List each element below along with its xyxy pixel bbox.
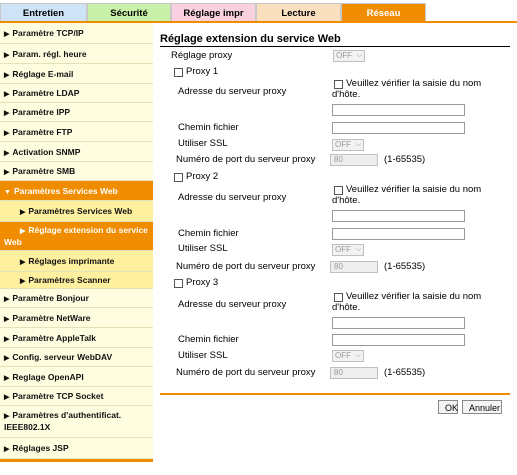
- arrow-right-icon: ▶: [4, 52, 10, 59]
- arrow-right-icon: ▶: [20, 228, 26, 235]
- sidebar-bottom-bar: [0, 459, 153, 462]
- proxy1-port-input[interactable]: 80: [330, 154, 378, 166]
- tab-reglage-impr[interactable]: Réglage impr: [171, 3, 256, 22]
- proxy3-port-range: (1-65535): [384, 367, 426, 378]
- proxy2-checkbox[interactable]: [174, 173, 183, 182]
- sidebar-subitem-reglage-extension[interactable]: ▶ Réglage extension du service Web: [0, 222, 153, 251]
- arrow-right-icon: ▶: [4, 316, 10, 323]
- proxy2-verify-text: Veuillez vérifier la saisie du nom d'hôte.: [332, 184, 482, 206]
- arrow-right-icon: ▶: [4, 355, 10, 362]
- chevron-down-icon: ⌵: [355, 352, 361, 359]
- arrow-down-icon: ▼: [4, 189, 11, 196]
- sidebar-item-webdav[interactable]: ▶ Config. serveur WebDAV: [0, 348, 153, 367]
- form-bottom-divider: [160, 393, 510, 395]
- proxy1-port-label: Numéro de port du serveur proxy: [176, 154, 316, 165]
- proxy3-port-input[interactable]: 80: [330, 367, 378, 379]
- cancel-button[interactable]: Annuler: [462, 400, 502, 414]
- proxy2-ssl-label: Utiliser SSL: [178, 243, 228, 254]
- proxy3-verify-text: Veuillez vérifier la saisie du nom d'hôte.: [332, 291, 482, 313]
- tab-entretien[interactable]: Entretien: [0, 3, 87, 22]
- proxy-setting-select[interactable]: OFF ⌵: [333, 50, 365, 62]
- chevron-down-icon: ⌵: [355, 246, 361, 253]
- proxy2-label: Proxy 2: [186, 171, 219, 182]
- proxy3-port-label: Numéro de port du serveur proxy: [176, 367, 316, 378]
- proxy1-checkbox[interactable]: [174, 68, 183, 77]
- proxy3-ssl-select[interactable]: OFF ⌵: [332, 350, 364, 362]
- main-panel: [160, 23, 517, 475]
- proxy1-path-input[interactable]: [332, 122, 465, 134]
- sidebar-subitem-services-web[interactable]: ▶ Paramètres Services Web: [0, 201, 153, 222]
- proxy1-port-range: (1-65535): [384, 154, 426, 165]
- proxy2-port-label: Numéro de port du serveur proxy: [176, 261, 316, 272]
- arrow-right-icon: ▶: [4, 446, 10, 453]
- title-divider: [160, 46, 510, 47]
- proxy2-server-input[interactable]: [332, 210, 465, 222]
- sidebar-item-smb[interactable]: ▶ Paramètre SMB: [0, 162, 153, 181]
- proxy1-ssl-select[interactable]: OFF ⌵: [332, 139, 364, 151]
- proxy3-label: Proxy 3: [186, 277, 219, 288]
- chevron-down-icon: ⌵: [356, 52, 362, 59]
- arrow-right-icon: ▶: [4, 110, 10, 117]
- proxy1-ssl-label: Utiliser SSL: [178, 138, 228, 149]
- arrow-right-icon: ▶: [4, 296, 10, 303]
- sidebar-item-jsp[interactable]: ▶ Réglages JSP: [0, 438, 153, 459]
- proxy1-server-input[interactable]: [332, 104, 465, 116]
- proxy3-path-input[interactable]: [332, 334, 465, 346]
- tab-reseau[interactable]: Réseau: [341, 3, 426, 22]
- proxy3-server-label: Adresse du serveur proxy: [178, 299, 287, 310]
- page-title: Réglage extension du service Web: [160, 33, 341, 45]
- chevron-down-icon: ⌵: [355, 141, 361, 148]
- tab-bar: [0, 0, 517, 22]
- sidebar-item-ieee8021x[interactable]: ▶ Paramètres d'authentificat. IEEE802.1X: [0, 406, 153, 438]
- arrow-right-icon: ▶: [4, 336, 10, 343]
- proxy1-verify-text: Veuillez vérifier la saisie du nom d'hôte.: [332, 78, 482, 100]
- proxy2-port-input[interactable]: 80: [330, 261, 378, 273]
- proxy3-checkbox[interactable]: [174, 279, 183, 288]
- tab-securite[interactable]: Sécurité: [87, 3, 171, 22]
- arrow-right-icon: ▶: [4, 413, 10, 420]
- arrow-right-icon: ▶: [4, 72, 10, 79]
- ok-button[interactable]: OK: [438, 400, 458, 414]
- proxy1-label: Proxy 1: [186, 66, 219, 77]
- arrow-right-icon: ▶: [20, 259, 26, 266]
- sidebar-item-appletalk[interactable]: ▶ Paramètre AppleTalk: [0, 328, 153, 348]
- proxy1-path-label: Chemin fichier: [178, 122, 239, 133]
- sidebar-item-ipp[interactable]: ▶ Paramètre IPP: [0, 103, 153, 122]
- sidebar-item-bonjour[interactable]: ▶ Paramètre Bonjour: [0, 289, 153, 308]
- arrow-right-icon: ▶: [20, 278, 26, 285]
- arrow-right-icon: ▶: [4, 91, 10, 98]
- sidebar-item-ldap[interactable]: ▶ Paramètre LDAP: [0, 84, 153, 103]
- arrow-right-icon: ▶: [4, 169, 10, 176]
- sidebar-item-heure[interactable]: ▶ Param. régl. heure: [0, 44, 153, 64]
- sidebar-subitem-imprimante[interactable]: ▶ Réglages imprimante: [0, 251, 153, 272]
- sidebar-subitem-scanner[interactable]: ▶ Paramètres Scanner: [0, 272, 153, 289]
- arrow-right-icon: ▶: [4, 150, 10, 157]
- proxy3-ssl-label: Utiliser SSL: [178, 350, 228, 361]
- sidebar-item-openapi[interactable]: ▶ Reglage OpenAPI: [0, 367, 153, 387]
- proxy3-path-label: Chemin fichier: [178, 334, 239, 345]
- proxy2-path-label: Chemin fichier: [178, 228, 239, 239]
- proxy2-path-input[interactable]: [332, 228, 465, 240]
- sidebar-item-email[interactable]: ▶ Réglage E-mail: [0, 64, 153, 84]
- sidebar-item-ftp[interactable]: ▶ Paramètre FTP: [0, 122, 153, 142]
- tab-lecture[interactable]: Lecture: [256, 3, 341, 22]
- proxy2-ssl-select[interactable]: OFF ⌵: [332, 244, 364, 256]
- sidebar-item-services-web[interactable]: ▼ Paramètres Services Web: [0, 181, 153, 201]
- arrow-right-icon: ▶: [4, 375, 10, 382]
- sidebar-item-tcpip[interactable]: ▶ Paramètre TCP/IP: [0, 23, 153, 44]
- proxy2-server-label: Adresse du serveur proxy: [178, 192, 287, 203]
- arrow-right-icon: ▶: [20, 209, 26, 216]
- sidebar-item-netware[interactable]: ▶ Paramètre NetWare: [0, 308, 153, 328]
- arrow-right-icon: ▶: [4, 31, 10, 38]
- proxy2-port-range: (1-65535): [384, 261, 426, 272]
- proxy-setting-label: Réglage proxy: [171, 50, 233, 61]
- sidebar: [0, 23, 153, 459]
- sidebar-item-snmp[interactable]: ▶ Activation SNMP: [0, 142, 153, 162]
- proxy1-server-label: Adresse du serveur proxy: [178, 86, 287, 97]
- proxy3-server-input[interactable]: [332, 317, 465, 329]
- arrow-right-icon: ▶: [4, 394, 10, 401]
- arrow-right-icon: ▶: [4, 130, 10, 137]
- sidebar-item-tcp-socket[interactable]: ▶ Paramètre TCP Socket: [0, 387, 153, 406]
